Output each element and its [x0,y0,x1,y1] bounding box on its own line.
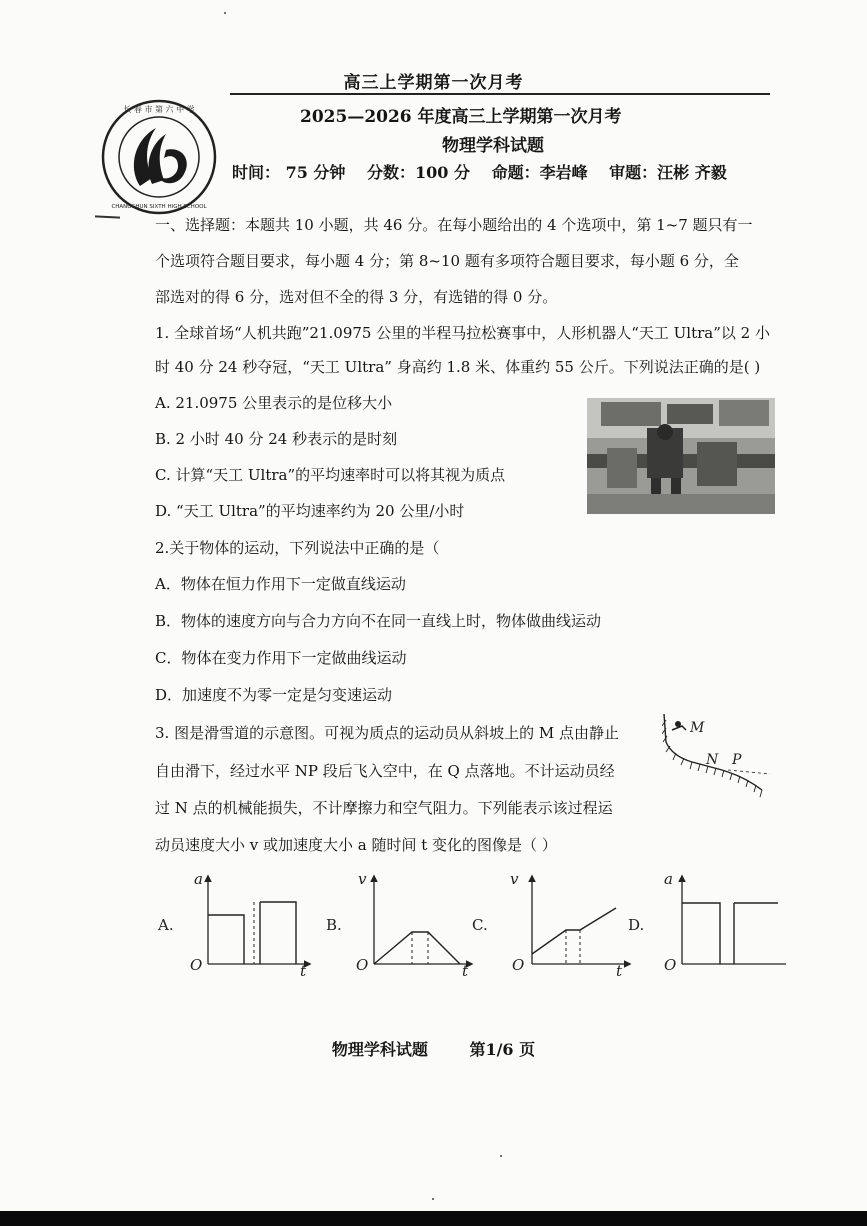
exam-time: 时间： 75 分钟 [232,163,346,182]
ski-slope-diagram [662,712,772,812]
point-n-label: N [706,752,719,768]
footer-page-number: 第1/6 页 [469,1040,536,1059]
q3-graph-options [150,866,790,978]
graph-a [157,870,310,978]
point-m-label: M [690,720,705,736]
section-intro-line: 一、选择题：本题共 10 小题，共 46 分。在每小题给出的 4 个选项中，第 1~7 题只有一 [155,216,753,234]
exam-meta [232,160,743,183]
graph-a-x: t [300,962,307,978]
scan-bottom-border [0,1211,867,1226]
footer-subject: 物理学科试题 [331,1040,428,1059]
exam-reviewer: 审题：汪彬 齐毅 [609,163,727,182]
section-intro-line: 个选项符合题目要求，每小题 4 分；第 8~10 题有多项符合题目要求，每小题 6 分，全 [155,252,739,270]
graph-d-o: O [664,956,677,974]
q2-option-c: C．物体在变力作用下一定做曲线运动 [155,649,407,667]
exam-score: 分数：100 分 [367,163,470,182]
school-logo [100,98,218,216]
q2-stem: 2.关于物体的运动，下列说法中正确的是（ [155,539,440,557]
graph-a-label: A. [158,916,174,934]
section-intro-line: 部选对的得 6 分，选对但不全的得 3 分，有选错的得 0 分。 [155,288,558,306]
graph-c-o: O [512,956,525,974]
graph-b-y: v [358,870,367,888]
q2-option-d: D．加速度不为零一定是匀变速运动 [155,686,393,704]
graph-a-o: O [190,956,203,974]
graph-c-y: v [510,870,519,888]
q1-option-d: D. “天工 Ultra”的平均速率约为 20 公里/小时 [155,502,465,520]
graph-c-x: t [616,962,623,978]
q1-option-b: B. 2 小时 40 分 24 秒表示的是时刻 [155,430,398,448]
scan-speck [224,12,226,14]
q3-stem: 动员速度大小 v 或加速度大小 a 随时间 t 变化的图像是（ ） [155,836,557,854]
graph-d [628,870,786,974]
scan-speck [432,1198,434,1200]
graph-d-y: a [664,870,673,888]
graph-c [472,870,630,978]
q3-stem: 自由滑下，经过水平 NP 段后飞入空中，在 Q 点落地。不计运动员经 [155,762,615,780]
exam-year-title: 2025—2026 年度高三上学期第一次月考 [300,107,622,127]
q2-option-a: A．物体在恒力作用下一定做直线运动 [155,575,406,593]
margin-mark [95,215,120,218]
exam-top-title: 高三上学期第一次月考 [343,73,524,93]
q2-option-b: B．物体的速度方向与合力方向不在同一直线上时，物体做曲线运动 [155,612,602,630]
graph-b-x: t [462,962,469,978]
point-p-label: P [732,752,742,768]
header-rule [230,93,770,95]
graph-b [326,870,472,978]
q1-stem: 时 40 分 24 秒夺冠，“天工 Ultra” 身高约 1.8 米、体重约 55 公斤。下列说法正确的是( ) [155,358,761,376]
q1-option-a: A. 21.0975 公里表示的是位移大小 [155,394,393,412]
exam-author: 命题：李岩峰 [491,163,588,182]
svg-text:CHANGCHUN SIXTH HIGH SCHOOL: CHANGCHUN SIXTH HIGH SCHOOL [111,204,207,210]
graph-b-label: B. [326,916,342,934]
graph-a-y: a [194,870,203,888]
graph-d-label: D. [628,916,645,934]
q1-stem: 1. 全球首场“人机共跑”21.0975 公里的半程马拉松赛事中，人形机器人“天工 Ultra”以 2 小 [155,324,770,342]
graph-c-label: C. [472,916,488,934]
graph-b-o: O [356,956,369,974]
scan-speck [500,1155,502,1157]
q3-stem: 3. 图是滑雪道的示意图。可视为质点的运动员从斜坡上的 M 点由静止 [155,724,619,742]
exam-subject-title: 物理学科试题 [442,136,544,156]
robot-marathon-photo [587,398,775,514]
q3-stem: 过 N 点的机械能损失，不计摩擦力和空气阻力。下列能表示该过程运 [155,799,613,817]
q1-option-c: C. 计算“天工 Ultra”的平均速率时可以将其视为质点 [155,466,506,484]
page-footer [0,1037,867,1060]
svg-text:长 春 市 第 六 中 学: 长 春 市 第 六 中 学 [123,105,195,114]
